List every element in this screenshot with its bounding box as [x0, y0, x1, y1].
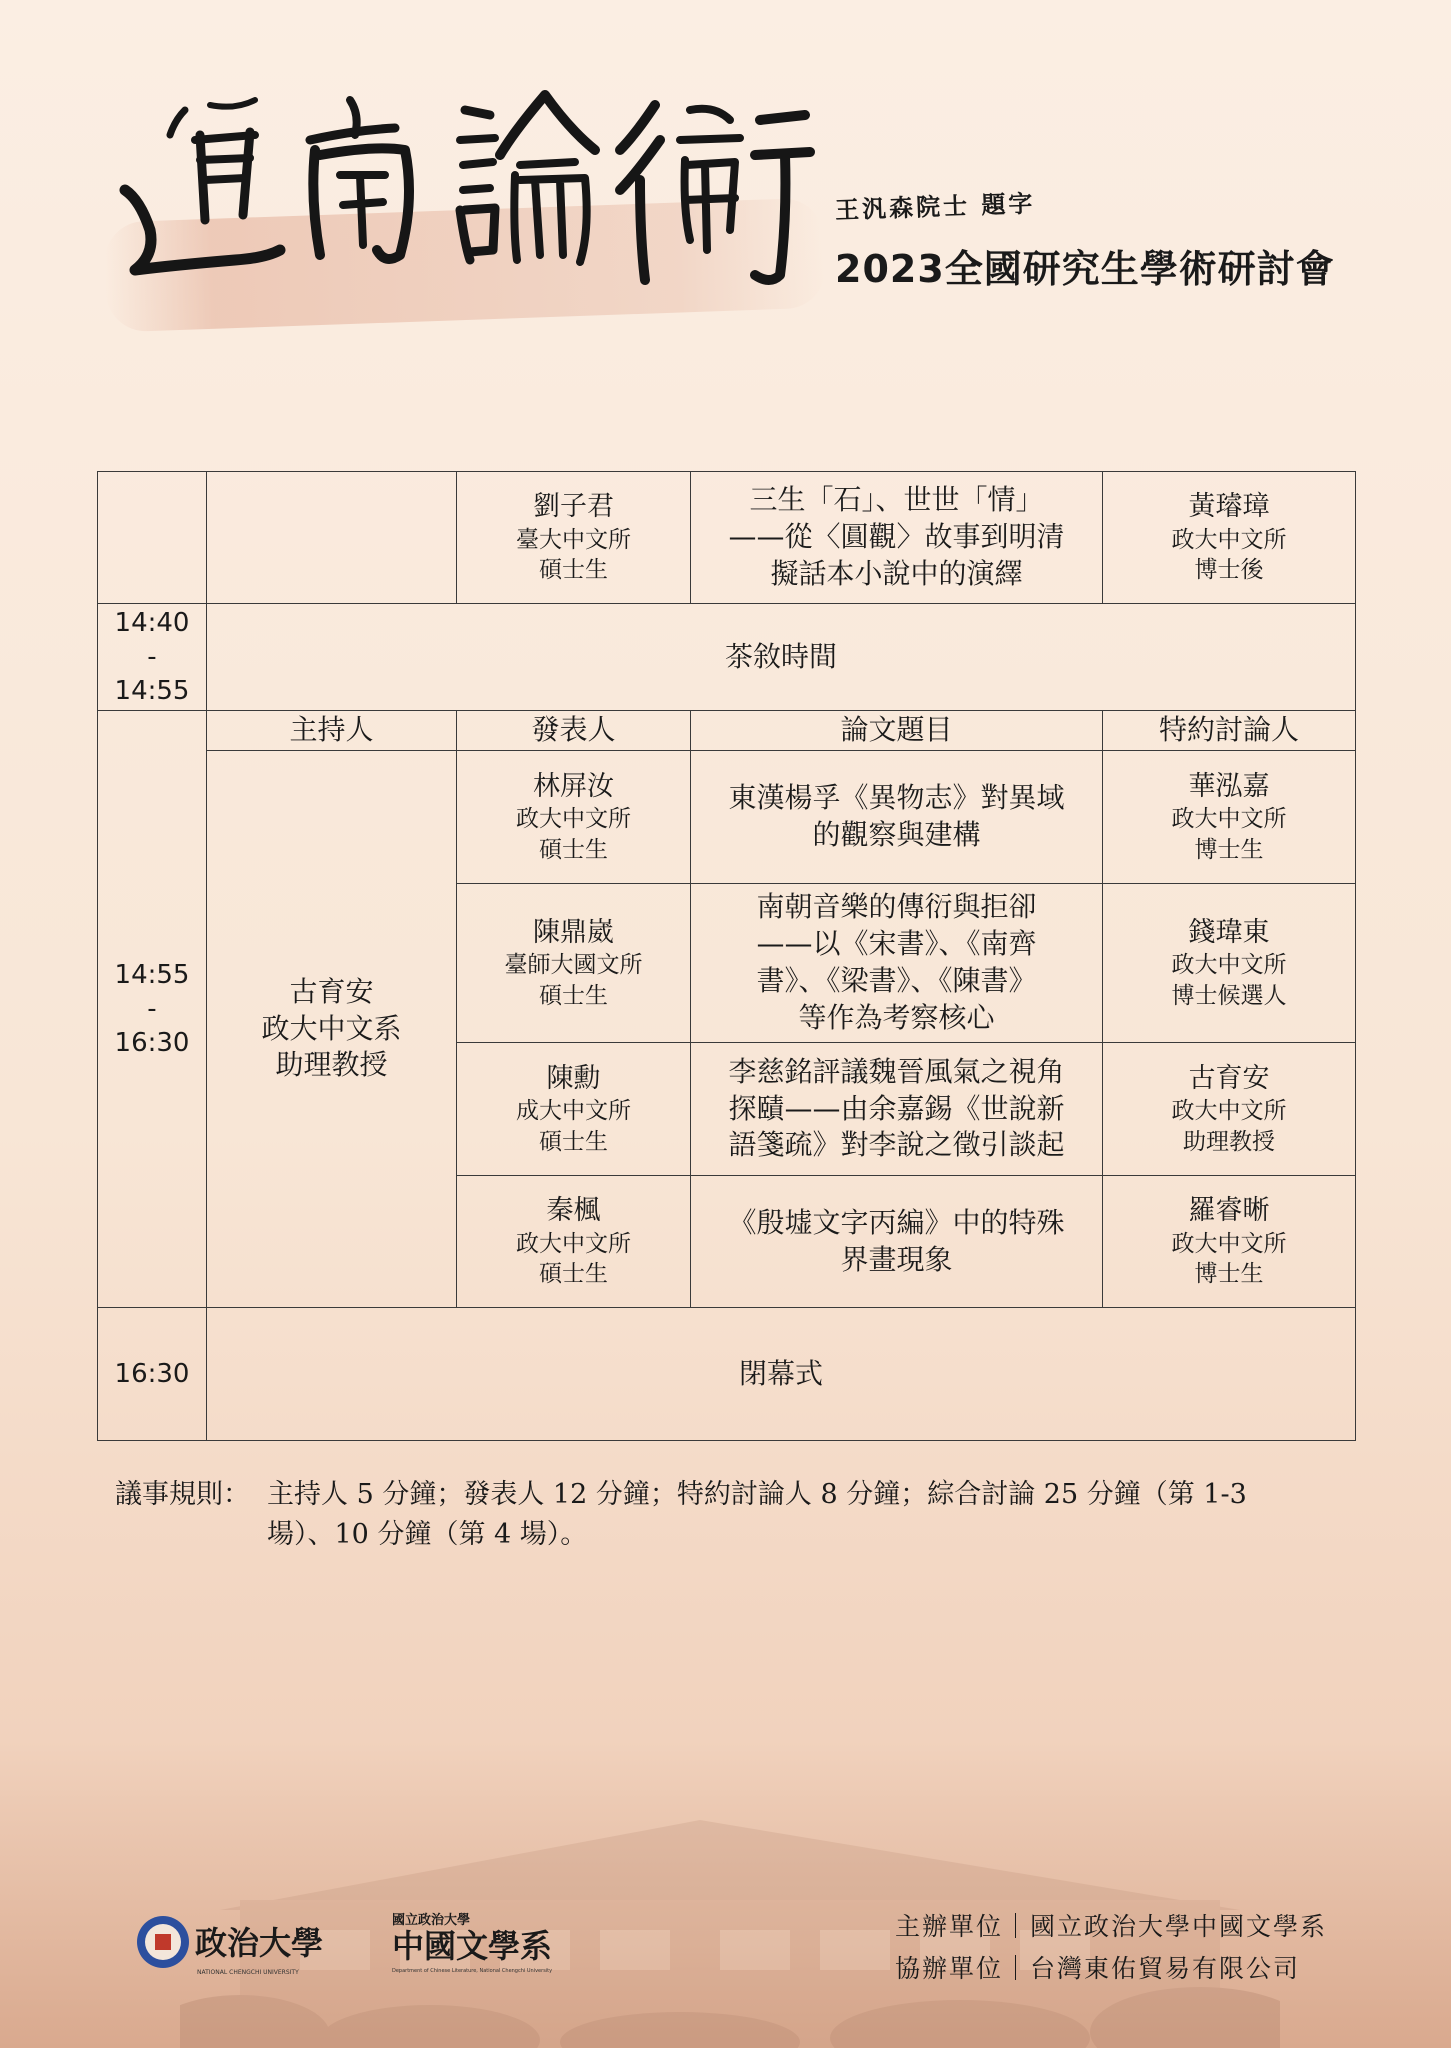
time-cell-empty: [98, 472, 207, 604]
nccu-logo-svg: [133, 1912, 333, 1982]
calligraphy-svg: [115, 80, 815, 300]
presenter-affiliation: 政大中文所: [516, 806, 631, 833]
paper-title-cell: [691, 1043, 1103, 1176]
paper-title-line: 的觀察與建構: [812, 818, 981, 851]
presenter-cell: [457, 751, 691, 884]
procedure-rules: [115, 1475, 1355, 1555]
session-time-cell: [98, 711, 207, 1308]
presenter-name: 劉子君: [533, 491, 614, 523]
presenter-name: 林屏汝: [533, 770, 614, 802]
paper-title-cell: [691, 751, 1103, 884]
session-time-sep: -: [147, 993, 157, 1024]
paper-title-line: 界畫現象: [840, 1242, 953, 1276]
discussant-name: 錢瑋東: [1188, 916, 1270, 948]
dept-logo: [392, 1910, 592, 1984]
paper-title-line: ——從〈圓觀〉故事到明清: [728, 520, 1065, 554]
header-moderator: 主持人: [207, 711, 457, 751]
discussant-name: 古育安: [1188, 1062, 1270, 1094]
discussant-cell: [1103, 472, 1356, 604]
session-time-end: 16:30: [114, 1028, 190, 1059]
discussant-cell: [1103, 884, 1356, 1043]
presenter-role: 碩士生: [539, 982, 608, 1009]
organizer-line: 主辦單位｜國立政治大學中國文學系: [895, 1912, 1328, 1941]
presenter-role: 碩士生: [539, 557, 608, 584]
break-time-end: 14:55: [114, 676, 190, 707]
discussant-role: 博士生: [1194, 1261, 1264, 1288]
presenter-affiliation: 臺大中文所: [516, 526, 631, 553]
table-header-row: [98, 711, 1356, 751]
break-time-cell: [98, 604, 207, 711]
presenter-cell: [457, 884, 691, 1043]
discussant-cell: [1103, 1176, 1356, 1308]
paper-title-line: 語箋疏》對李說之徵引談起: [728, 1128, 1065, 1162]
paper-title-cell: [691, 1176, 1103, 1308]
presenter-name: 陳勳: [546, 1062, 601, 1094]
discussant-affiliation: 政大中文所: [1171, 1230, 1287, 1257]
discussant-role: 助理教授: [1183, 1128, 1275, 1155]
calligraphy-title-logo: [115, 80, 815, 300]
dept-logo-top: 國立政治大學: [392, 1913, 471, 1928]
closing-label: 閉幕式: [207, 1308, 1356, 1441]
table-row-break: [98, 604, 1356, 711]
presenter-role: 碩士生: [539, 1261, 608, 1288]
presenter-cell: [457, 1043, 691, 1176]
paper-title-line: 探賾——由余嘉錫《世說新: [728, 1091, 1065, 1125]
discussant-cell: [1103, 1043, 1356, 1176]
paper-title-line: 三生「石」、世世「情」: [749, 483, 1044, 517]
header-presenter: 發表人: [457, 711, 691, 751]
paper-title-line: 擬話本小說中的演繹: [770, 556, 1023, 590]
table-row: [98, 751, 1356, 884]
nccu-logo-text: 政治大學: [195, 1924, 324, 1962]
closing-time: 16:30: [98, 1308, 207, 1441]
moderator-name: 古育安: [289, 974, 374, 1008]
paper-title-line: 東漢楊孚《異物志》對異域: [728, 781, 1065, 815]
discussant-role: 博士生: [1194, 836, 1264, 863]
discussant-role: 博士後: [1194, 557, 1264, 584]
rules-line: 場）、10 分鐘（第 4 場）。: [267, 1519, 588, 1550]
discussant-affiliation: 政大中文所: [1171, 1098, 1287, 1125]
organizers-block: [895, 1906, 1327, 1990]
conference-title: 2023全國研究生學術研討會: [835, 247, 1335, 291]
paper-title-line: 李慈銘評議魏晉風氣之視角: [728, 1054, 1065, 1088]
nccu-logo: [133, 1912, 333, 1986]
paper-title-line: ——以《宋書》、《南齊: [756, 927, 1037, 961]
moderator-cell-empty: [207, 472, 457, 604]
moderator-affiliation: 政大中文系: [261, 1011, 402, 1045]
presenter-affiliation: 臺師大國文所: [504, 952, 643, 979]
presenter-name: 陳鼎崴: [533, 916, 614, 948]
discussant-affiliation: 政大中文所: [1171, 806, 1287, 833]
table-row-closing: [98, 1308, 1356, 1441]
session-time-start: 14:55: [114, 959, 190, 990]
header-paper: 論文題目: [691, 711, 1103, 751]
nccu-logo-subtext: NATIONAL CHENGCHI UNIVERSITY: [197, 1969, 299, 1976]
paper-title-line: 《殷墟文字丙編》中的特殊: [728, 1205, 1065, 1239]
discussant-name: 羅睿晰: [1188, 1195, 1270, 1227]
discussant-role: 博士候選人: [1171, 982, 1287, 1009]
discussant-affiliation: 政大中文所: [1171, 952, 1287, 979]
table-row: [98, 472, 1356, 604]
break-time-sep: -: [147, 641, 157, 672]
discussant-affiliation: 政大中文所: [1171, 526, 1287, 553]
rules-line: 主持人 5 分鐘；發表人 12 分鐘；特約討論人 8 分鐘；綜合討論 25 分鐘（第 1-3: [267, 1479, 1247, 1510]
paper-title-line: 等作為考察核心: [798, 1000, 995, 1034]
header-discussant: 特約討論人: [1103, 711, 1356, 751]
presenter-affiliation: 成大中文所: [516, 1098, 631, 1125]
discussant-name: 華泓嘉: [1188, 770, 1270, 802]
presenter-name: 秦楓: [546, 1195, 601, 1227]
schedule-table: [97, 471, 1356, 1441]
dept-logo-svg: [392, 1910, 592, 1980]
dept-logo-main: 中國文學系: [392, 1927, 553, 1965]
paper-title-line: 南朝音樂的傳衍與拒卻: [756, 890, 1037, 924]
calligraphy-credit: 王汎森院士 題字: [834, 188, 1036, 225]
presenter-cell: [457, 472, 691, 604]
moderator-cell: [207, 751, 457, 1308]
presenter-cell: [457, 1176, 691, 1308]
paper-title-cell: [691, 884, 1103, 1043]
break-label: 茶敘時間: [207, 604, 1356, 711]
discussant-name: 黃璿璋: [1188, 491, 1270, 523]
co-organizer-line: 協辦單位｜台灣東佑貿易有限公司: [895, 1954, 1301, 1983]
presenter-role: 碩士生: [539, 1128, 608, 1155]
moderator-role: 助理教授: [275, 1048, 388, 1082]
presenter-affiliation: 政大中文所: [516, 1230, 631, 1257]
dept-logo-sub: Department of Chinese Literature, National Chengchi University: [392, 1968, 553, 1974]
discussant-cell: [1103, 751, 1356, 884]
paper-title-line: 書》、《梁書》、《陳書》: [756, 964, 1037, 997]
break-time-start: 14:40: [114, 607, 190, 638]
presenter-role: 碩士生: [539, 836, 608, 863]
rules-label: 議事規則：: [115, 1479, 250, 1510]
paper-title-cell: [691, 472, 1103, 604]
